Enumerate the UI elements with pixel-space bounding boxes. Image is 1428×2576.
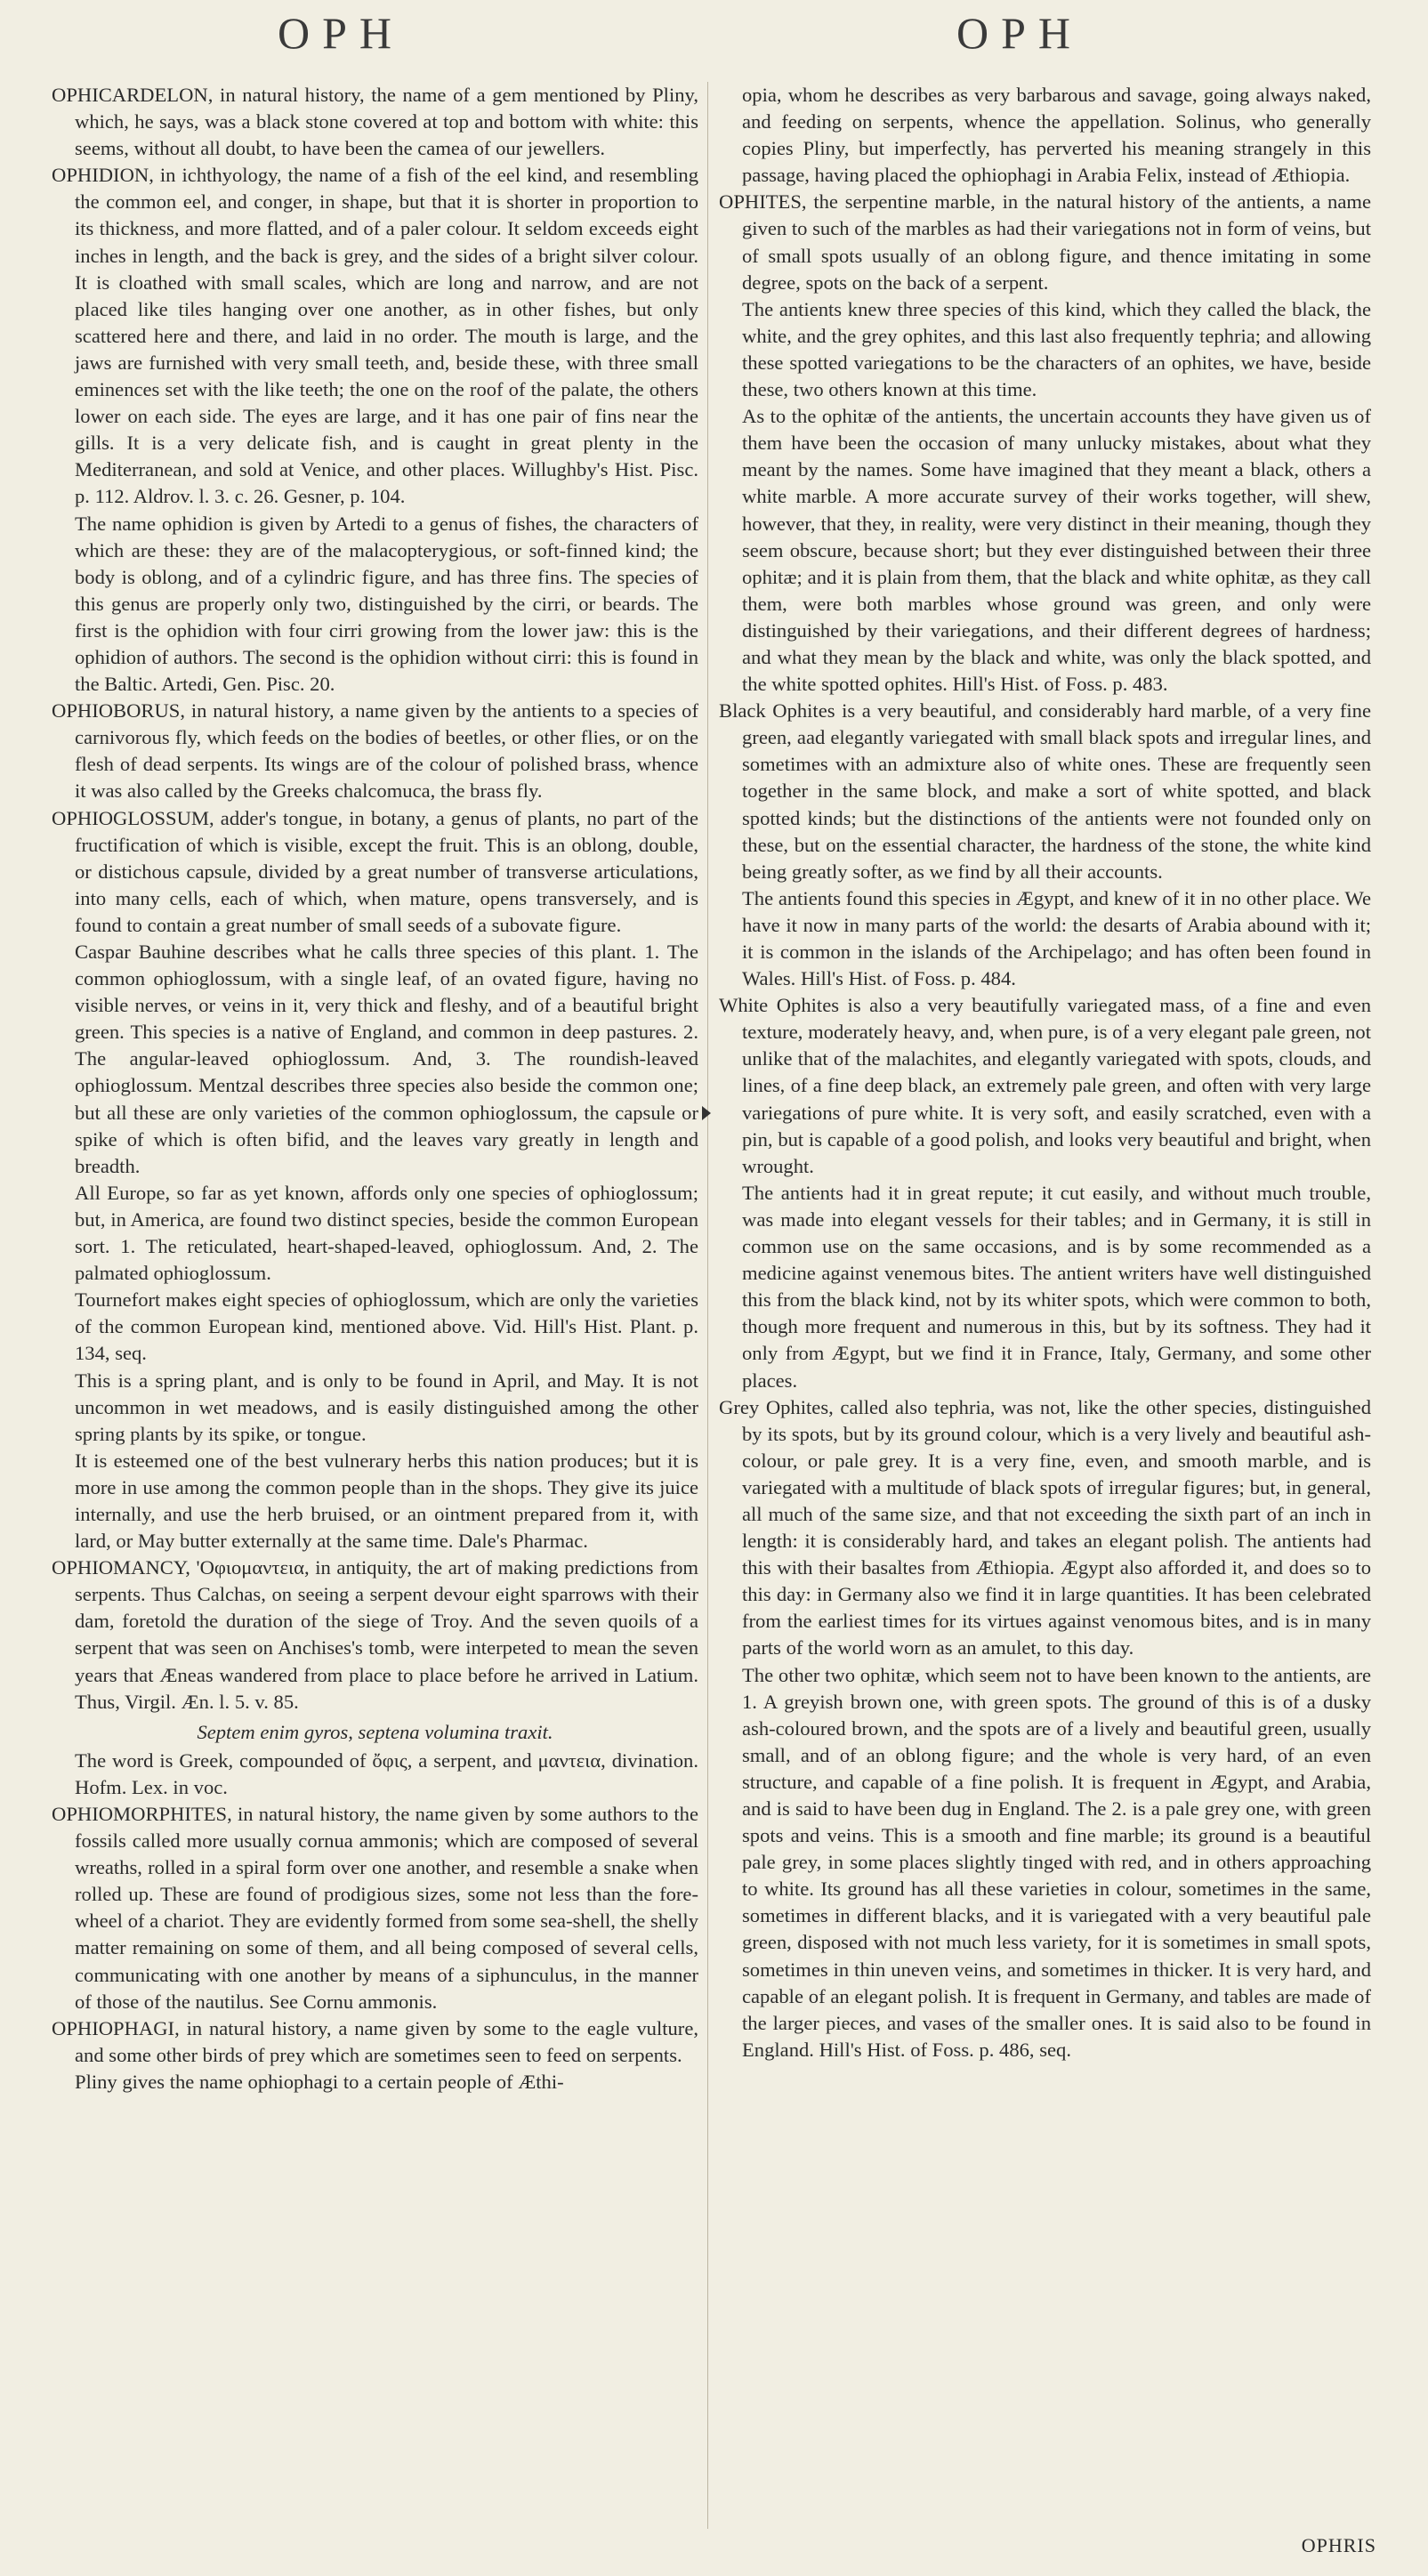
- entry-paragraph: OPHIOGLOSSUM, adder's tongue, in botany, a genus of plants, no part of the fructification of which is visible, except the fruit. This is an oblong, double, or distichous capsule, divided by a great number of transverse articulations, into many cells, each of which, when mature, opens transversely, and is found to contain a great number of small seeds of a subovate figure.: [52, 806, 698, 936]
- column-divider: [707, 82, 708, 2529]
- entry-paragraph: Tournefort makes eight species of ophioglossum, which are only the varieties of the common European kind, mentioned above. Vid. Hill's Hist. Plant. p. 134, seq.: [75, 1288, 698, 1365]
- entry-paragraph: opia, whom he describes as very barbarous and savage, going always naked, and feeding on serpents, whence the appellation. Solinus, who generally copies Pliny, but imperfectly, has perverted his meaning strangely in this passage, having placed the ophiophagi in Arabia Felix, instead of Æthiopia.: [742, 84, 1371, 187]
- entry-paragraph: OPHIDION, in ichthyology, the name of a fish of the eel kind, and resembling the common eel, and conger, in shape, but that it is shorter in proportion to its thickness, and more flatted, and of a paler colour. It seldom exceeds eight inches in length, and the back is grey, and the sides of a bright silver colour. It is cloathed with small scales, which are long and narrow, and are not placed like tiles hanging over one another, as in other fishes, but only scattered here and there, and laid in no order. The mouth is large, and the jaws are furnished with very small teeth, and, beside these, with three small eminences set with the like teeth; the one on the roof of the palate, the others lower on each side. The eyes are large, and it has one pair of fins near the gills. It is a very delicate fish, and is caught in great plenty in the Mediterranean, and sold at Venice, and other places. Willughby's Hist. Pisc. p. 112. Aldrov. l. 3. c. 26. Gesner, p. 104.: [52, 164, 698, 508]
- entry-paragraph: It is esteemed one of the best vulnerary herbs this nation produces; but it is more in use among the common people than in the shops. They give its juice internally, and use the herb bruised, or an ointment prepared from it, with lard, or May butter externally at the same time. Dale's Pharmac.: [75, 1449, 698, 1553]
- entry-paragraph: OPHIOMORPHITES, in natural history, the name given by some authors to the fossils called more usually cornua ammonis; which are composed of several wreaths, rolled in a spiral form over one another, and resemble a snake when rolled up. These are found of prodigious sizes, some not less than the fore-wheel of a chariot. They are evidently formed from some sea-shell, the shelly matter remaining on some of them, and all being composed of several cells, communicating with one another by means of a siphunculus, in the manner of those of the nautilus. See Cornu ammonis.: [52, 1803, 698, 2013]
- catchword: OPHRIS: [1301, 2534, 1376, 2556]
- entry-paragraph: OPHIOMANCY, 'Οφιομαντεια, in antiquity, the art of making predictions from serpents. Thus Calchas, on seeing a serpent devour eight sparrows with their dam, foretold the duration of the siege of Troy. And the seven quoils of a serpent that was seen on Anchises's tomb, were interpeted to mean the seven years that Æneas wandered from place to place before he arrived in Latium. Thus, Virgil. Æn. l. 5. v. 85.: [52, 1556, 698, 1713]
- entry-paragraph: The antients had it in great repute; it cut easily, and without much trouble, was made into elegant vessels for their tables; and in Germany, it is still in common use on the same occasions, and is by some recommended as a medicine against venemous bites. The antient writers have well distinguished this from the black kind, not by its whiter spots, which were common to both, though more frequent and numerous in this, but by its softness. They had it only from Ægypt, but we find it in France, Italy, Germany, and some other places.: [742, 1181, 1371, 1392]
- entry-paragraph: Black Ophites is a very beautiful, and considerably hard marble, of a very fine green, aad elegantly variegated with small black spots and irregular lines, and sometimes with an admixture also of white ones. These are frequently seen together in the same block, and make a sort of white spotted, and black spotted kinds; but the distinctions of the antients were not founded only on these, but on the essential character, the hardness of the stone, the white kind being greatly softer, as we find by all their accounts.: [719, 699, 1371, 883]
- entry-paragraph: The antients knew three species of this kind, which they called the black, the white, and the grey ophites, and this last also frequently tephria; and allowing these spotted variegations to be the characters of an ophites, we have, beside these, two others known at this time.: [742, 297, 1371, 401]
- entry-paragraph: The antients found this species in Ægypt, and knew of it in no other place. We have it now in many parts of the world: the desarts of Arabia abound with it; it is common in the islands of the Archipelago; and has often been found in Wales. Hill's Hist. of Foss. p. 484.: [742, 886, 1371, 990]
- entry-paragraph: Grey Ophites, called also tephria, was not, like the other species, distinguished by its spots, but by its ground colour, which is a very lively and beautiful ash-colour, or pale grey. It is a very fine, even, and smooth marble, and is variegated with a multitude of black spots of irregular figures; but, in general, all much of the same size, and that not exceeding the sixth part of an inch in length: it is considerably hard, and takes an elegant polish. The antients had this with their basaltes from Æthiopia. Ægypt also afforded it, and does so to this day: in Germany also we find it in large quantities. It has been celebrated from the earliest times for its virtues against venomous bites, and is in many parts of the world worn as an amulet, to this day.: [719, 1395, 1371, 1659]
- entry-paragraph: The other two ophitæ, which seem not to have been known to the antients, are 1. A greyish brown one, with green spots. The ground of this is of a dusky ash-coloured brown, and the spots are of a lively and beautiful green, usually small, and of an oblong figure; and the whole is very hard, of an even structure, and capable of a fine polish. It is frequent in Ægypt, and Arabia, and is said to have been dug in England. The 2. is a pale grey one, with green spots and veins. This is a smooth and fine marble; its ground is a beautiful pale grey, in some places slightly tinged with red, and in others approaching to white. Its ground has all these varieties in colour, sometimes in the same, sometimes in different blacks, and it is variegated with a very beautiful pale green, disposed with not much less variety, for it is sometimes in small spots, sometimes in thin uneven veins, and sometimes in thicker. It is very hard, and capable of an elegant polish. It is frequent in Germany, and tables are made of the larger pieces, and vases of the smaller ones. It is said also to be found in England. Hill's Hist. of Foss. p. 486, seq.: [742, 1663, 1371, 2061]
- entry-paragraph: As to the ophitæ of the antients, the uncertain accounts they have given us of them have been the occasion of many unlucky mistakes, about what they meant by the names. Some have imagined that they meant a black, others a white marble. A more accurate survey of their works together, will shew, however, that they, in reality, were very distinct in their meaning, though they seem obscure, because short; but they ever distinguished between their three ophitæ; and it is plain from them, that the black and white ophitæ, as they call them, were both marbles whose ground was green, and only were distinguished by their variegations, and their different degrees of hardness; and what they mean by the black and white, was only the black spotted, and the white spotted ophites. Hill's Hist. of Foss. p. 483.: [742, 405, 1371, 696]
- running-head: [0, 7, 1428, 69]
- entry-paragraph: OPHIOBORUS, in natural history, a name given by the antients to a species of carnivorous fly, which feeds on the bodies of beetles, or other flies, or on the flesh of dead serpents. Its wings are of the colour of polished brass, whence it was also called by the Greeks chalcomuca, the brass fly.: [52, 699, 698, 803]
- entry-paragraph: All Europe, so far as yet known, affords only one species of ophioglossum; but, in America, are found two distinct species, beside the common European sort. 1. The reticulated, heart-shaped-leaved, ophioglossum. And, 2. The palmated ophioglossum.: [75, 1181, 698, 1285]
- entry-paragraph: This is a spring plant, and is only to be found in April, and May. It is not uncommon in wet meadows, and is easily distinguished among the other spring plants by its spike, or tongue.: [75, 1369, 698, 1445]
- pointer-mark: [702, 1106, 711, 1120]
- column-right: [719, 82, 1371, 2063]
- entry-paragraph: Pliny gives the name ophiophagi to a certain people of Æthi-: [75, 2070, 564, 2093]
- headword-right: OPH: [956, 8, 1084, 58]
- entry-paragraph: The word is Greek, compounded of ὄφις, a serpent, and μαντεια, divination. Hofm. Lex. in voc.: [75, 1748, 698, 1798]
- headword-left: OPH: [278, 8, 405, 58]
- entry-paragraph: Caspar Bauhine describes what he calls three species of this plant. 1. The common ophioglossum, with a single leaf, of an ovated figure, having no visible nerves, or veins in it, very thick and fleshy, and of a beautiful bright green. This species is a native of England, and common in deep pastures. 2. The angular-leaved ophioglossum. And, 3. The roundish-leaved ophioglossum. Mentzal describes three species also beside the common one; but all these are only varieties of the common ophioglossum, the capsule or spike of which is often bifid, and the leaves vary greatly in length and breadth.: [75, 941, 698, 1177]
- entry-paragraph: OPHITES, the serpentine marble, in the natural history of the antients, a name given to such of the marbles as had their variegations not in form of veins, but of small spots usually of an oblong figure, and thence imitating in some degree, spots on the back of a serpent.: [719, 190, 1371, 294]
- entry-paragraph: OPHICARDELON, in natural history, the name of a gem mentioned by Pliny, which, he says, was a black stone covered at top and bottom with white: this seems, without all doubt, to have been the camea of our jewellers.: [52, 84, 698, 160]
- entry-paragraph: White Ophites is also a very beautifully variegated mass, of a fine and even texture, moderately heavy, and, when pure, is of a very elegant pale green, not unlike that of the malachites, and elegantly variegated with spots, clouds, and lines, of a fine deep black, an extremely pale green, and often with very large variegations of pure white. It is very soft, and easily scratched, even with a pin, but is capable of a good polish, and looks very beautiful and bright, when wrought.: [719, 994, 1371, 1177]
- verse-quotation: Septem enim gyros, septena volumina traxit.: [197, 1720, 553, 1743]
- entry-paragraph: The name ophidion is given by Artedi to a genus of fishes, the characters of which are these: they are of the malacopterygious, or soft-finned kind; the body is oblong, and of a cylindric figure, and has three fins. The species of this genus are properly only two, distinguished by the cirri, or beards. The first is the ophidion with four cirri growing from the lower jaw: this is the ophidion of authors. The second is the ophidion without cirri: this is found in the Baltic. Artedi, Gen. Pisc. 20.: [75, 512, 698, 696]
- entry-paragraph: OPHIOPHAGI, in natural history, a name given by some to the eagle vulture, and some other birds of prey which are sometimes seen to feed on serpents.: [52, 2016, 698, 2066]
- column-left: [52, 82, 698, 2096]
